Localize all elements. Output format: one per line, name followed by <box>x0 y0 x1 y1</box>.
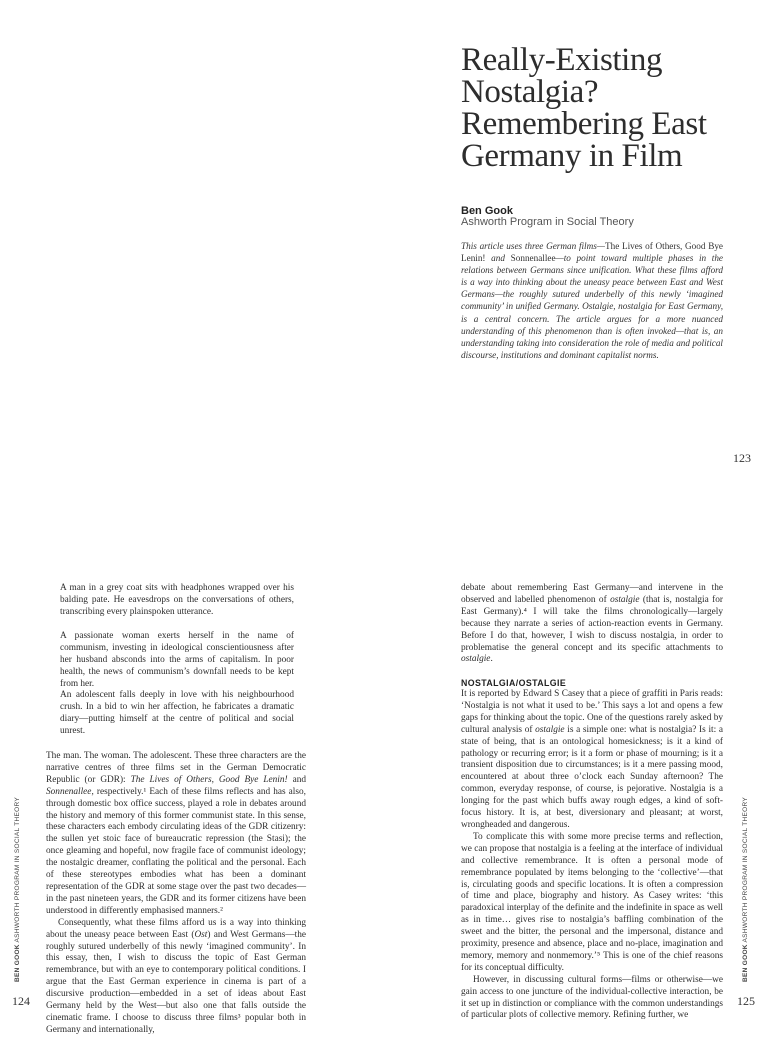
right-paragraph-2: To complicate this with some more precise terms and reflection, we can propose that nostalgia is a feeling at the interface of individual and collective remembrance. It is often a personal mode of remembrance populated by items belonging to the ‘collective’—that is, circulating goods and specific locations. It is often a compression of time and place, biography and history. As Casey writes: ‘this paradoxical interplay of the definite and the indefinite in space as well as in time… gives rise to nostalgia’s baffling combination of the sweet and the bitter, the personal and the impersonal, distance and proximity, presence and absence, place and no-place, imagination and memory, memory and nonmemory.’⁵ This is one of the chief reasons for its conceptual difficulty. <box>461 831 723 973</box>
section-heading: NOSTALGIA/OSTALGIE <box>461 678 567 688</box>
running-head-left <box>14 797 21 982</box>
term-ostalgie: ostalgie <box>535 724 565 735</box>
text-run: . <box>490 654 493 665</box>
text-run: Consequently, what these films afford us is a way into thinking about the uneasy peace between East ( <box>46 917 306 940</box>
running-head-series: ASHWORTH PROGRAM IN SOCIAL THEORY <box>14 796 21 945</box>
page-number-right: 125 <box>737 994 755 1008</box>
term-ostalgie: ostalgie <box>461 654 491 665</box>
author-name: Ben Gook <box>461 205 513 217</box>
running-head-series: ASHWORTH PROGRAM IN SOCIAL THEORY <box>742 796 749 945</box>
running-head-author: BEN GOOK <box>14 944 21 982</box>
text-run: , respectively.¹ Each of these films reflects and has also, through domestic box office success, played a role in debates around the history and memory of this former communist state. In this sense, these characters each embody circulating ideas of the GDR citizenry: the sullen yet stoic face of bureaucratic repression (the Stasi); the once gleaming and hopeful, now fragile face of communist ideology; the nostalgic dreamer, conflating the political and the personal. Each of these stereotypes embodies what has been a dominant representation of the GDR at some stage over the past two decades—in the past nineteen years, the GDR and its former citizens have been understood in differently emphasised manners.² <box>46 786 306 916</box>
running-head-right <box>742 797 749 982</box>
term-ost: Ost <box>194 929 208 940</box>
film-sonnenallee: Sonnenallee <box>46 786 92 797</box>
right-top-text <box>461 583 723 666</box>
term-ostalgie: ostalgie <box>610 594 640 605</box>
left-paragraph-2 <box>46 918 306 1037</box>
page-number-left: 124 <box>12 994 30 1008</box>
abstract-film-titles: The Lives of Others, Good Bye Lenin! <box>461 241 723 264</box>
article-title: Really-Existing Nostalgia? Remembering East Germany in Film <box>461 42 707 174</box>
left-paragraph-1 <box>46 751 306 918</box>
text-run: The man. The woman. The adolescent. These three characters are the narrative centres of three films set in the German Democratic Republic (or GDR): <box>46 751 306 785</box>
vignette-woman: A passionate woman exerts herself in the name of communism, investing in ideological conscientiousness after her husband absconds into the arms of capitalism. In poor health, the news of communism’s downfall needs to be kept from her. <box>60 631 294 689</box>
abstract <box>461 240 723 361</box>
text-run: debate about remembering East Germany—and intervene in the observed and labelled phenomenon of <box>461 583 723 605</box>
vignette-man: A man in a grey coat sits with headphones wrapped over his balding pate. He eavesdrops on the conversations of others, transcribing every plainspoken utterance. <box>60 583 294 617</box>
abstract-text-a: This article uses three German films— <box>461 241 605 251</box>
text-run: It is reported by Edward S Casey that a piece of graffiti in Paris reads: ‘Nostalgia is not what it used to be.’ This says a lot and opens a few gaps for thinking about the topic. One of the questions rarely asked by cultural analysis of <box>461 689 723 735</box>
right-paragraph-1 <box>461 689 723 832</box>
abstract-text-e: —to point toward multiple phases in the relations between Germans since unification. What these films afford is a way into thinking about the uneasy peace between East and West Germans—the roughly sutured underbelly of this newly ‘imagined community’ in unified Germany. Ostalgie, nostalgia for East Germany, is a central concern. The article argues for a more nuanced understanding of this phenomenon than is often invoked—that is, an understanding taking into consideration the role of media and political discourse, institutions and dominant capitalist norms. <box>461 253 724 360</box>
author-affiliation: Ashworth Program in Social Theory <box>461 216 634 228</box>
vignette-adolescent: An adolescent falls deeply in love with his neighbourhood crush. In a bid to win her affection, he fabricates a dramatic diary—putting himself at the centre of political and social unrest. <box>60 690 294 736</box>
page-number-top: 123 <box>733 451 751 465</box>
abstract-film-sonnenallee: Sonnenallee <box>510 253 556 264</box>
abstract-text-c: and <box>485 253 511 264</box>
text-run: ) and West Germans—the roughly sutured underbelly of this newly ‘imagined community’. In this essay, then, I wish to discuss the topic of East German remembrance, but with an eye to contemporary political conditions. I argue that the East German experience in cinema is part of a discursive production—embedded in a set of ideas about East Germany held by the West—but also one that falls outside the cinematic frame. I choose to discuss three films³ popular both in Germany and internationally, <box>46 929 306 1035</box>
text-run: and <box>287 774 307 785</box>
film-titles: The Lives of Others, Good Bye Lenin! <box>130 774 288 785</box>
left-body-text <box>46 751 306 1037</box>
text-run: is a simple one: what is nostalgia? Is it: a state of being, that is an ontological homesickness; is it a kind of pathology or recurring error; is it a form or phase of mourning; is it a transient disposition due to circumstances; is it a mere passing mood, encountered at about three o’clock each Sunday afternoon? The common, everyday response, of course, is pejorative. Nostalgia is a longing for the past which buffs away rough edges, a kind of soft-focus history. It is, at best, diversionary and pleasant; at worst, wrongheaded and dangerous. <box>461 724 723 830</box>
running-head-author: BEN GOOK <box>742 944 749 982</box>
right-body-text <box>461 689 723 1022</box>
text-run: (that is, nostalgia for East Germany).⁴ I will take the films chronologically—largely because they narrate a series of action-reaction events in Germany. Before I do that, however, I wish to discuss nostalgia, in order to problematise the general concept and its specific attachments to <box>461 594 723 653</box>
right-paragraph-0 <box>461 583 723 666</box>
right-paragraph-3: However, in discussing cultural forms—films or otherwise—we gain access to one juncture of the individual-collective interaction, be it set up in distinction or compliance with the common understandings of particular plots of collective memory. Refining further, we <box>461 974 723 1021</box>
